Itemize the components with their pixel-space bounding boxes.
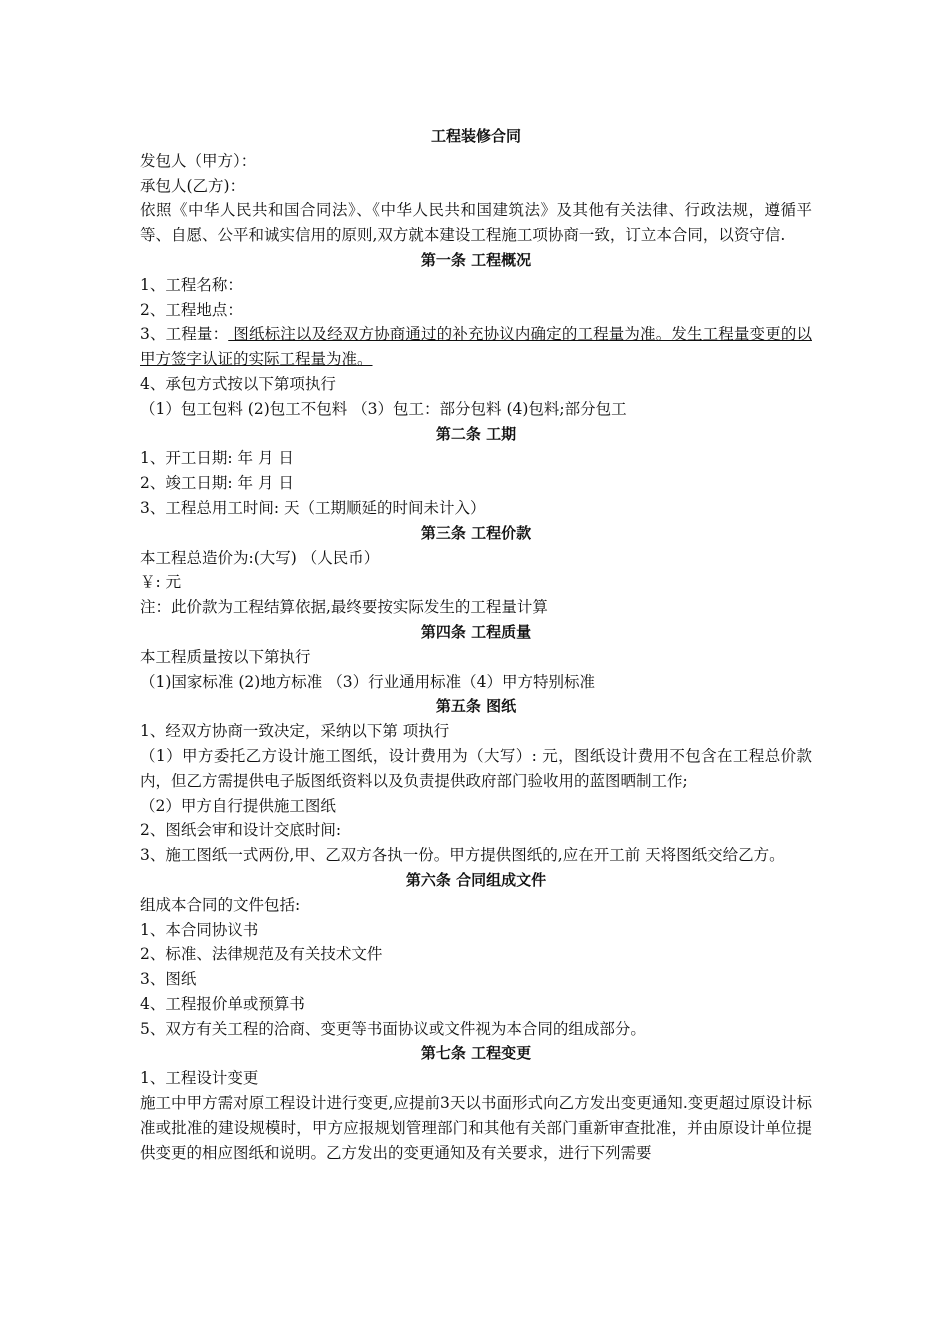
basis-paragraph: 依照《中华人民共和国合同法》、《中华人民共和国建筑法》及其他有关法律、行政法规，遵循平等、自愿、公平和诚实信用的原则,双方就本建设工程施工项协商一致，订立本合同，以资守信.: [140, 201, 812, 245]
article-6-heading: 第六条 合同组成文件: [405, 870, 547, 889]
drawings-line-2: （1）甲方委托乙方设计施工图纸，设计费用为（大写）: 元，图纸设计费用不包含在工程总价款内，但乙方需提供电子版图纸资料以及负责提供政府部门验收用的蓝图晒制工作;: [140, 746, 812, 790]
start-date-line: 1、开工日期: 年 月 日: [140, 449, 294, 468]
contract-mode-options: （1）包工包料 (2)包工不包料 （3）包工：部分包料 (4)包料;部分包工: [140, 399, 627, 418]
quality-line: 本工程质量按以下第执行: [140, 647, 311, 666]
project-quantity-line: [140, 322, 812, 372]
quantity-label: 3、工程量：: [140, 325, 229, 344]
article-5-heading: 第五条 图纸: [435, 697, 517, 716]
article-2-heading: 第二条 工期: [435, 424, 517, 443]
drawings-line-5: 3、施工图纸一式两份,甲、乙双方各执一份。甲方提供图纸的,应在开工前 天将图纸交给乙方。: [140, 846, 785, 865]
documents-intro: 组成本合同的文件包括:: [140, 895, 301, 914]
contract-page: [140, 124, 812, 1165]
drawings-line-3: （2）甲方自行提供施工图纸: [140, 796, 336, 815]
total-days-line: 3、工程总用工时间: 天（工期顺延的时间未计入）: [140, 498, 486, 517]
price-yuan-line: ￥: 元: [140, 573, 182, 592]
article-1-heading: 第一条 工程概况: [420, 250, 532, 269]
price-note-line: 注：此价款为工程结算依据,最终要按实际发生的工程量计算: [140, 598, 548, 617]
documents-item-4: 4、工程报价单或预算书: [140, 994, 305, 1013]
quantity-text: 图纸标注以及经双方协商通过的补充协议内确定的工程量为准。发生工程量变更的以甲方签字认证的实际工程量为准。: [140, 325, 812, 369]
drawings-line-1: 1、经双方协商一致决定，采纳以下第 项执行: [140, 722, 450, 741]
total-price-line: 本工程总造价为:(大写) （人民币）: [140, 548, 380, 567]
project-name-line: 1、工程名称：: [140, 275, 243, 294]
article-4-heading: 第四条 工程质量: [420, 622, 532, 641]
party-b-line: 承包人(乙方)：: [140, 176, 246, 195]
documents-item-3: 3、图纸: [140, 970, 197, 989]
contract-mode-line: 4、承包方式按以下第项执行: [140, 374, 336, 393]
drawings-line-4: 2、图纸会审和设计交底时间:: [140, 821, 342, 840]
quality-options: （1)国家标准 (2)地方标准 （3）行业通用标准（4）甲方特别标准: [140, 672, 595, 691]
change-paragraph: 施工中甲方需对原工程设计进行变更,应提前3天以书面形式向乙方发出变更通知.变更超过原设计标准或批准的建设规模时，甲方应报规划管理部门和其他有关部门重新审查批准，并由原设计单位提供变更的相应图纸和说明。乙方发出的变更通知及有关要求，进行下列需要: [140, 1094, 812, 1162]
documents-item-2: 2、标准、法律规范及有关技术文件: [140, 945, 383, 964]
end-date-line: 2、竣工日期: 年 月 日: [140, 474, 294, 493]
article-7-heading: 第七条 工程变更: [420, 1044, 532, 1063]
documents-item-1: 1、本合同协议书: [140, 920, 259, 939]
change-line-1: 1、工程设计变更: [140, 1069, 259, 1088]
documents-item-5: 5、双方有关工程的洽商、变更等书面协议或文件视为本合同的组成部分。: [140, 1019, 646, 1038]
project-site-line: 2、工程地点：: [140, 300, 243, 319]
party-a-line: 发包人（甲方）：: [140, 151, 257, 170]
document-title: 工程装修合同: [430, 127, 521, 145]
article-3-heading: 第三条 工程价款: [420, 523, 532, 542]
